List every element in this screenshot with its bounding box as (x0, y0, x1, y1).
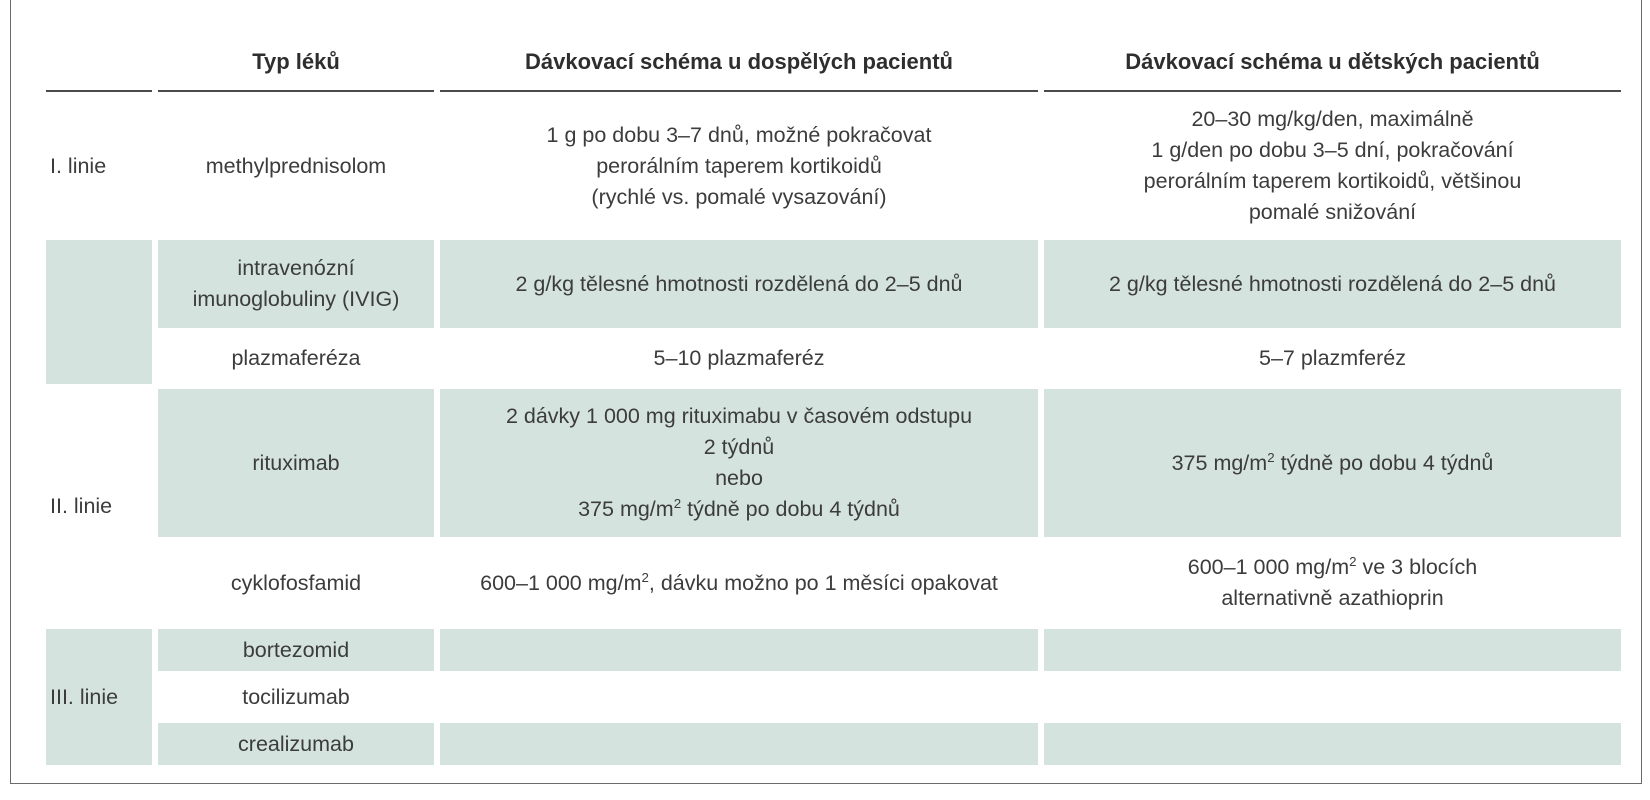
child-dosing-cell (1044, 723, 1621, 765)
header-child-dosing: Dávkovací schéma u dětských pacientů (1044, 34, 1621, 92)
text-line: nebo (715, 466, 763, 490)
drug-cell (158, 240, 434, 328)
text-part: , dávku možno po 1 měsíci opakovat (648, 570, 998, 595)
superscript: 2 (641, 569, 649, 585)
dosing-table (40, 29, 1627, 770)
child-dosing-cell (1044, 97, 1621, 235)
drug-cell: plazmaferéza (231, 346, 361, 370)
superscript: 2 (1349, 553, 1357, 569)
line-label-third: III. linie (46, 629, 152, 765)
table-row (46, 542, 1621, 624)
table-row (46, 389, 1621, 537)
table-row (46, 723, 1621, 765)
drug-cell: crealizumab (158, 723, 434, 765)
table-frame (10, 0, 1642, 784)
drug-cell: cyklofosfamid (230, 570, 362, 595)
text-part: 375 mg/m (1171, 450, 1268, 475)
table-row (46, 240, 1621, 328)
header-line (46, 34, 152, 92)
drug-cell: rituximab (158, 389, 434, 537)
text-part: 375 mg/m (578, 497, 674, 521)
text-line: 1 g/den po dobu 3–5 dní, pokračování (1151, 138, 1514, 162)
superscript: 2 (1267, 449, 1275, 465)
text-line: 2 dávky 1 000 mg rituximabu v časovém odstupu (505, 404, 973, 428)
text-part: týdně po dobu 4 týdnů (1274, 450, 1494, 475)
text-part: ve 3 blocích (1356, 555, 1478, 579)
table-row (46, 629, 1621, 671)
adult-dosing-cell (440, 676, 1038, 718)
drug-cell: bortezomid (158, 629, 434, 671)
child-dosing-cell: 2 g/kg tělesné hmotnosti rozdělená do 2–5 dnů (1044, 240, 1621, 328)
text-line: (rychlé vs. pomalé vysazování) (591, 184, 887, 209)
text-line: perorálním taperem kortikoidů (596, 153, 882, 178)
text-part: 600–1 000 mg/m (480, 570, 642, 595)
line-label-second: II. linie (50, 494, 113, 518)
adult-dosing-cell (440, 542, 1038, 624)
table-row (46, 676, 1621, 718)
adult-dosing-cell (440, 723, 1038, 765)
text-line: alternativně azathioprin (1221, 586, 1444, 610)
child-dosing-cell (1044, 629, 1621, 671)
text-line: imunoglobuliny (IVIG) (192, 287, 400, 311)
text-line: perorálním taperem kortikoidů, většinou (1143, 169, 1522, 193)
line-label-second-shaded (46, 240, 152, 384)
child-dosing-cell (1044, 542, 1621, 624)
text-part: týdně po dobu 4 týdnů (681, 497, 900, 521)
adult-dosing-cell: 5–10 plazmaferéz (653, 346, 825, 370)
text-line (1052, 552, 1613, 583)
text-line: 2 týdnů (703, 435, 775, 459)
adult-dosing-cell (440, 97, 1038, 235)
header-row (46, 34, 1621, 92)
text-line: 20–30 mg/kg/den, maximálně (1191, 107, 1474, 131)
child-dosing-cell (1044, 389, 1621, 537)
adult-dosing-cell: 2 g/kg tělesné hmotnosti rozdělená do 2–5 dnů (440, 240, 1038, 328)
text-part: 600–1 000 mg/m (1187, 555, 1350, 579)
text-line: pomalé snižování (1248, 200, 1417, 224)
line-label-first: I. linie (50, 153, 107, 178)
child-dosing-cell: 5–7 plazmferéz (1259, 346, 1406, 370)
drug-cell: tocilizumab (242, 685, 350, 709)
text-line (448, 494, 1030, 525)
adult-dosing-cell (440, 389, 1038, 537)
child-dosing-cell (1044, 676, 1621, 718)
text-line: intravenózní (237, 256, 355, 280)
header-adult-dosing: Dávkovací schéma u dospělých pacientů (440, 34, 1038, 92)
table-row (46, 97, 1621, 235)
adult-dosing-cell (440, 629, 1038, 671)
text-line: 1 g po dobu 3–7 dnů, možné pokračovat (546, 122, 932, 147)
drug-cell: methylprednisolom (205, 153, 387, 178)
superscript: 2 (673, 495, 682, 511)
table-row (46, 333, 1621, 384)
header-drug-type: Typ léků (158, 34, 434, 92)
